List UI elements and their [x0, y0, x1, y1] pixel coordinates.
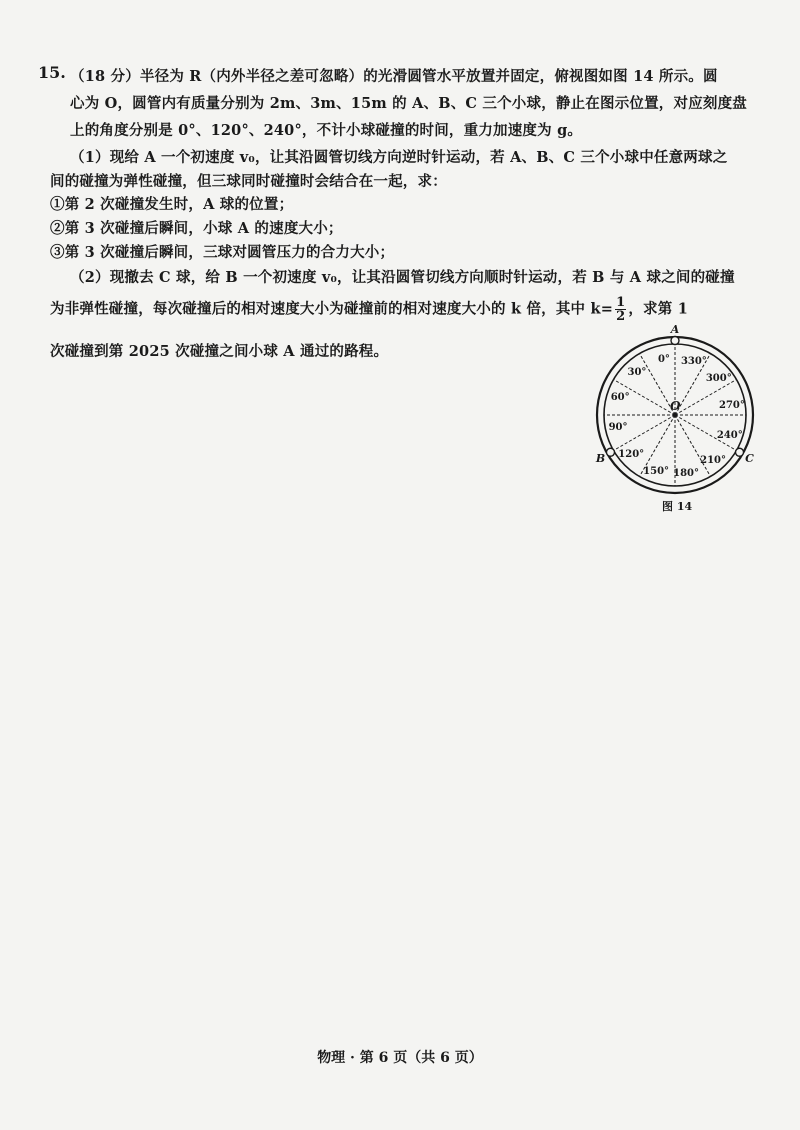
ball-c — [736, 448, 744, 456]
dial-angle-label: 60° — [610, 392, 630, 404]
fraction-numerator: 1 — [616, 295, 626, 310]
fraction-k — [615, 296, 626, 323]
part2-line-2-text: 为非弹性碰撞，每次碰撞后的相对速度大小为碰撞前的相对速度大小的 k 倍，其中 k= — [50, 300, 614, 318]
question-line-3: 上的角度分别是 0°、120°、240°，不计小球碰撞的时间，重力加速度为 g。 — [70, 122, 583, 139]
dial-angle-label: 30° — [627, 367, 647, 379]
part2-line-3: 次碰撞到第 2025 次碰撞之间小球 A 通过的路程。 — [50, 343, 389, 360]
question-line-2: 心为 O，圆管内有质量分别为 2m、3m、15m 的 A、B、C 三个小球，静止在图示位置，对应刻度盘 — [70, 95, 747, 112]
figure-14-dial — [590, 323, 760, 500]
dial-angle-label: 120° — [618, 449, 645, 461]
part2-line-2-tail: ，求第 1 — [628, 300, 688, 318]
center-point — [673, 413, 678, 418]
center-label: O — [670, 399, 681, 413]
dial-angle-label: 90° — [608, 422, 628, 434]
question-number: 15. — [38, 63, 66, 82]
subquestion-3: ③第 3 次碰撞后瞬间，三球对圆管压力的合力大小； — [50, 244, 395, 261]
part1-line-1: （1）现给 A 一个初速度 v₀，让其沿圆管切线方向逆时针运动，若 A、B、C 三个小球中任意两球之 — [70, 149, 728, 166]
dial-angle-label: 240° — [716, 429, 743, 441]
dial-angle-label: 0° — [657, 354, 670, 366]
page-footer: 物理 · 第 6 页（共 6 页） — [317, 1050, 483, 1066]
part1-line-2: 间的碰撞为弹性碰撞，但三球同时碰撞时会结合在一起，求： — [50, 173, 447, 190]
ball-label-b: B — [595, 452, 606, 465]
ball-b — [606, 448, 614, 456]
figure-caption: 图 14 — [662, 500, 693, 513]
ball-label-c: C — [745, 452, 754, 465]
part2-line-1: （2）现撤去 C 球，给 B 一个初速度 v₀，让其沿圆管切线方向顺时针运动，若 B 与 A 球之间的碰撞 — [70, 269, 735, 286]
ball-label-a: A — [670, 323, 680, 336]
dial-angle-label: 330° — [680, 356, 707, 368]
part2-line-2 — [50, 296, 688, 323]
dial-angle-label: 210° — [700, 454, 726, 466]
dial-angle-label: 270° — [718, 399, 745, 411]
dial-angle-label: 150° — [643, 465, 670, 477]
fraction-denominator: 2 — [616, 309, 626, 324]
subquestion-2: ②第 3 次碰撞后瞬间，小球 A 的速度大小； — [50, 220, 343, 237]
question-line-1: （18 分）半径为 R（内外半径之差可忽略）的光滑圆管水平放置并固定，俯视图如图 14 所示。圆 — [70, 68, 718, 85]
dial-angle-label: 180° — [673, 467, 700, 479]
subquestion-1: ①第 2 次碰撞发生时，A 球的位置； — [50, 196, 294, 213]
dial-angle-label: 300° — [705, 372, 732, 384]
ball-a — [671, 337, 679, 345]
